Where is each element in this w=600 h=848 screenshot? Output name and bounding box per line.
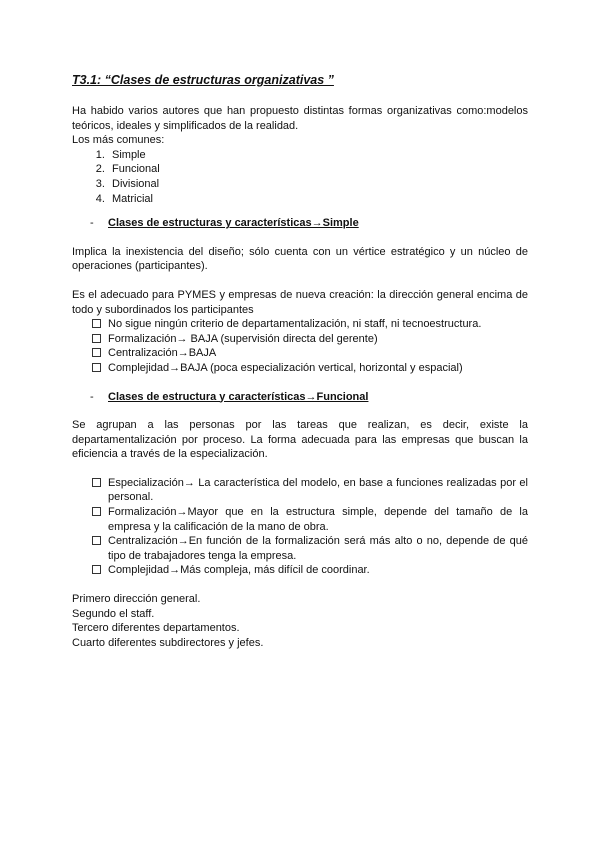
checkbox[interactable] [92,319,101,328]
checkbox[interactable] [92,348,101,357]
checklist-text: Formalización→Mayor que en la estructura simple, depende del tamaño de la empresa y la calificación de la mano de obra. [108,506,528,533]
checklist-item [72,317,528,332]
list-item: 4. Matricial [108,192,528,207]
list-item: 3. Divisional [108,177,528,192]
common-structures-label: Los más comunes: [72,134,165,147]
checklist-item [72,476,528,505]
checklist-text: Centralización→BAJA [108,347,217,360]
checklist-text: Complejidad→BAJA (poca especialización vertical, horizontal y espacial) [108,361,463,374]
closing-line: Segundo el staff. [72,607,155,620]
checklist-text: Formalización→ BAJA (supervisión directa del gerente) [108,332,378,345]
closing-line: Tercero diferentes departamentos. [72,622,240,635]
simple-description: Implica la inexistencia del diseño; sólo cuenta con un vértice estratégico y un núcleo de operaciones (participantes). [72,245,528,273]
checkbox[interactable] [92,478,101,487]
checklist-item [72,361,528,376]
funcional-checklist [72,476,528,578]
checklist-item [72,505,528,534]
funcional-description: Se agrupan a las personas por las tareas que realizan, es decir, existe la departamentalización por proceso. La forma adecuada para las empresas que buscan la eficiencia a través de la especialización. [72,419,528,461]
checklist-text: Complejidad→Más compleja, más difícil de coordinar. [108,564,370,577]
checklist-item [72,346,528,361]
intro-paragraph: Ha habido varios autores que han propuesto distintas formas organizativas como:modelos teóricos, ideales y simplificados de la realidad. [72,105,528,132]
section-heading-simple [72,216,528,231]
section-heading-text: Clases de estructura y características→Funcional [108,390,369,403]
document-title: T3.1: “Clases de estructuras organizativas ” [72,73,334,87]
simple-checklist [72,317,528,375]
checklist-item [72,563,528,578]
list-item: 1. Simple [108,148,528,163]
closing-line: Cuarto diferentes subdirectores y jefes. [72,636,264,649]
checkbox[interactable] [92,507,101,516]
checkbox[interactable] [92,565,101,574]
checkbox[interactable] [92,363,101,372]
document-page [72,72,528,650]
checklist-text: Centralización→En función de la formalización será más alto o no, depende de qué tipo de trabajadores tenga la empresa. [108,535,528,562]
checklist-item [72,332,528,347]
checklist-item [72,534,528,563]
checkbox[interactable] [92,334,101,343]
section-bullet: - [90,390,94,403]
section-heading-text: Clases de estructuras y características→Simple [108,217,359,230]
common-structures-list [72,148,528,206]
list-item: 2. Funcional [108,162,528,177]
checklist-text: No sigue ningún criterio de departamentalización, ni staff, ni tecnoestructura. [108,318,482,331]
checklist-text: Especialización→ La característica del modelo, en base a funciones realizadas por el personal. [108,476,528,504]
closing-line: Primero dirección general. [72,593,201,606]
section-bullet: - [90,217,94,230]
simple-suitability: Es el adecuado para PYMES y empresas de nueva creación: la dirección general encima de todo y subordinados los participantes [72,288,528,316]
checkbox[interactable] [92,536,101,545]
section-heading-funcional [72,390,528,405]
